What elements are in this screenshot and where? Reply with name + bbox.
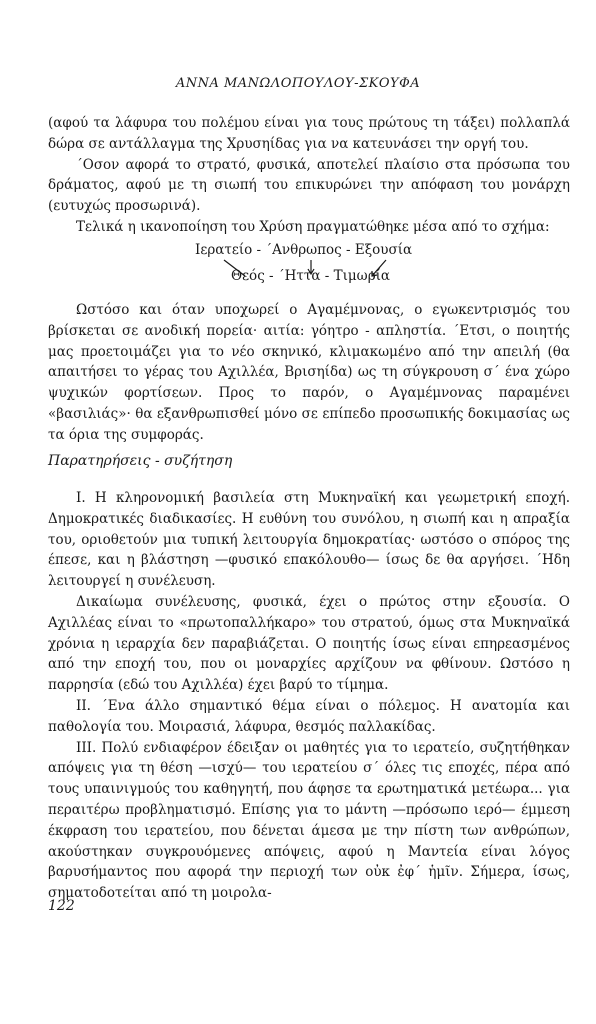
paragraph: (αφού τα λάφυρα του πολέμου είναι για τους πρώτους τη τάξει) πολλαπλά δώρα σε αντάλλαγμα της Χρυσηίδας για να κατευνάσει την οργή του. [48, 115, 570, 152]
paragraph: ΄Οσον αφορά το στρατό, φυσικά, αποτελεί πλαίσιο στα πρόσωπα του δράματος, αφού με τη σιωπή του επικυρώνει την απόφαση του μονάρχη (ευτυχώς προσωρινά). [48, 156, 570, 215]
paragraph-block-3 [48, 488, 570, 904]
scheme-diagram [0, 238, 596, 294]
paragraph: Ωστόσο και όταν υποχωρεί ο Αγαμέμνονας, ο εγωκεντρισμός του βρίσκεται σε ανοδική πορεία· αιτία: γόητρο - απληστία. ΄Ετσι, ο ποιητής μας προετοιμάζει για το νέο σκηνικό, κλιμακωμένο από την απειλή (θα απαιτήσει το γέρας του Αχιλλέα, Βρισηίδα) ως τη σύγκρουση σ΄ ένα χώρο ψυχικών φορτίσεων. Προς το παρόν, ο Αγαμέμνονας παραμένει «βασιλιάς»· θα εξανθρωπισθεί μόνο σε επίπεδο προσωπικής δοκιμασίας ως τα όρια της συμφοράς. [48, 302, 570, 443]
paragraph: Ι. Η κληρονομική βασιλεία στη Μυκηναϊκή και γεωμετρική εποχή. Δημοκρατικές διαδικασίες. Η ευθύνη του συνόλου, η σιωπή και η απραξία του, οριοθετούν μια τυπική λειτουργία δημοκρατίας· ωστόσο ο σπόρος της έπεσε, και η βλάστηση —φυσικό επακόλουθο— ίσως δε θα αργήσει. ΄Ηδη λειτουργεί η συνέλευση. [48, 490, 570, 590]
paragraph: ΙΙΙ. Πολύ ενδιαφέρον έδειξαν οι μαθητές για το ιερατείο, συζητήθηκαν απόψεις για τη θέση —ισχύ— του ιερατείου σ΄ όλες τις εποχές, πέρα από τους υπαινιγμούς του καθηγητή, που άφησε τα ερωτηματικά μετέωρα... για περαιτέρω προβληματισμό. Επίσης για το μάντη —πρόσωπο ιερό— έμμεση έκφραση του ιερατείου, που δένεται άμεσα με την πίστη των ανθρώπων, ακούστηκαν συγκρουόμενες απόψεις, αφού η Μαντεία είναι λόγος βαρυσήμαντος που αφορά την περιοχή των οὐκ ἐφ΄ ἡμῖν. Σήμερα, ίσως, σηματοδοτείται από τη μοιρολα- [48, 739, 570, 902]
paragraph-block-2 [48, 300, 570, 446]
paragraph-block-1 [48, 113, 570, 238]
scheme-top-row: Ιερατείο - ΄Ανθρωπος - Εξουσία [195, 242, 413, 258]
paragraph: Τελικά η ικανοποίηση του Χρύση πραγματώθηκε μέσα από το σχήμα: [76, 218, 550, 235]
section-heading: Παρατηρήσεις - συζήτηση [48, 453, 233, 469]
paragraph: Δικαίωμα συνέλευσης, φυσικά, έχει ο πρώτος στην εξουσία. Ο Αχιλλέας είναι το «πρωτοπαλλήκαρο» του στρατού, όμως στα Μυκηναϊκά χρόνια η ιεραρχία δεν παραβιάζεται. Ο ποιητής ίσως είναι επηρεασμένος από την εποχή του, που οι μοναρχίες αρχίζουν να φθίνουν. Ωστόσο η παρρησία (εδώ του Αχιλλέα) έχει βαρύ το τίμημα. [48, 593, 570, 694]
page-number: 122 [48, 898, 75, 914]
scheme-bottom-row: Θεός - ΄Ηττα - Τιμωρία [231, 268, 391, 284]
running-header: ΑΝΝΑ ΜΑΝΩΛΟΠΟΥΛΟΥ-ΣΚΟΥΦΑ [175, 76, 421, 91]
paragraph: ΙΙ. ΄Ενα άλλο σημαντικό θέμα είναι ο πόλεμος. Η ανατομία και παθολογία του. Μοιρασιά, λάφυρα, θεσμός παλλακίδας. [48, 697, 570, 735]
